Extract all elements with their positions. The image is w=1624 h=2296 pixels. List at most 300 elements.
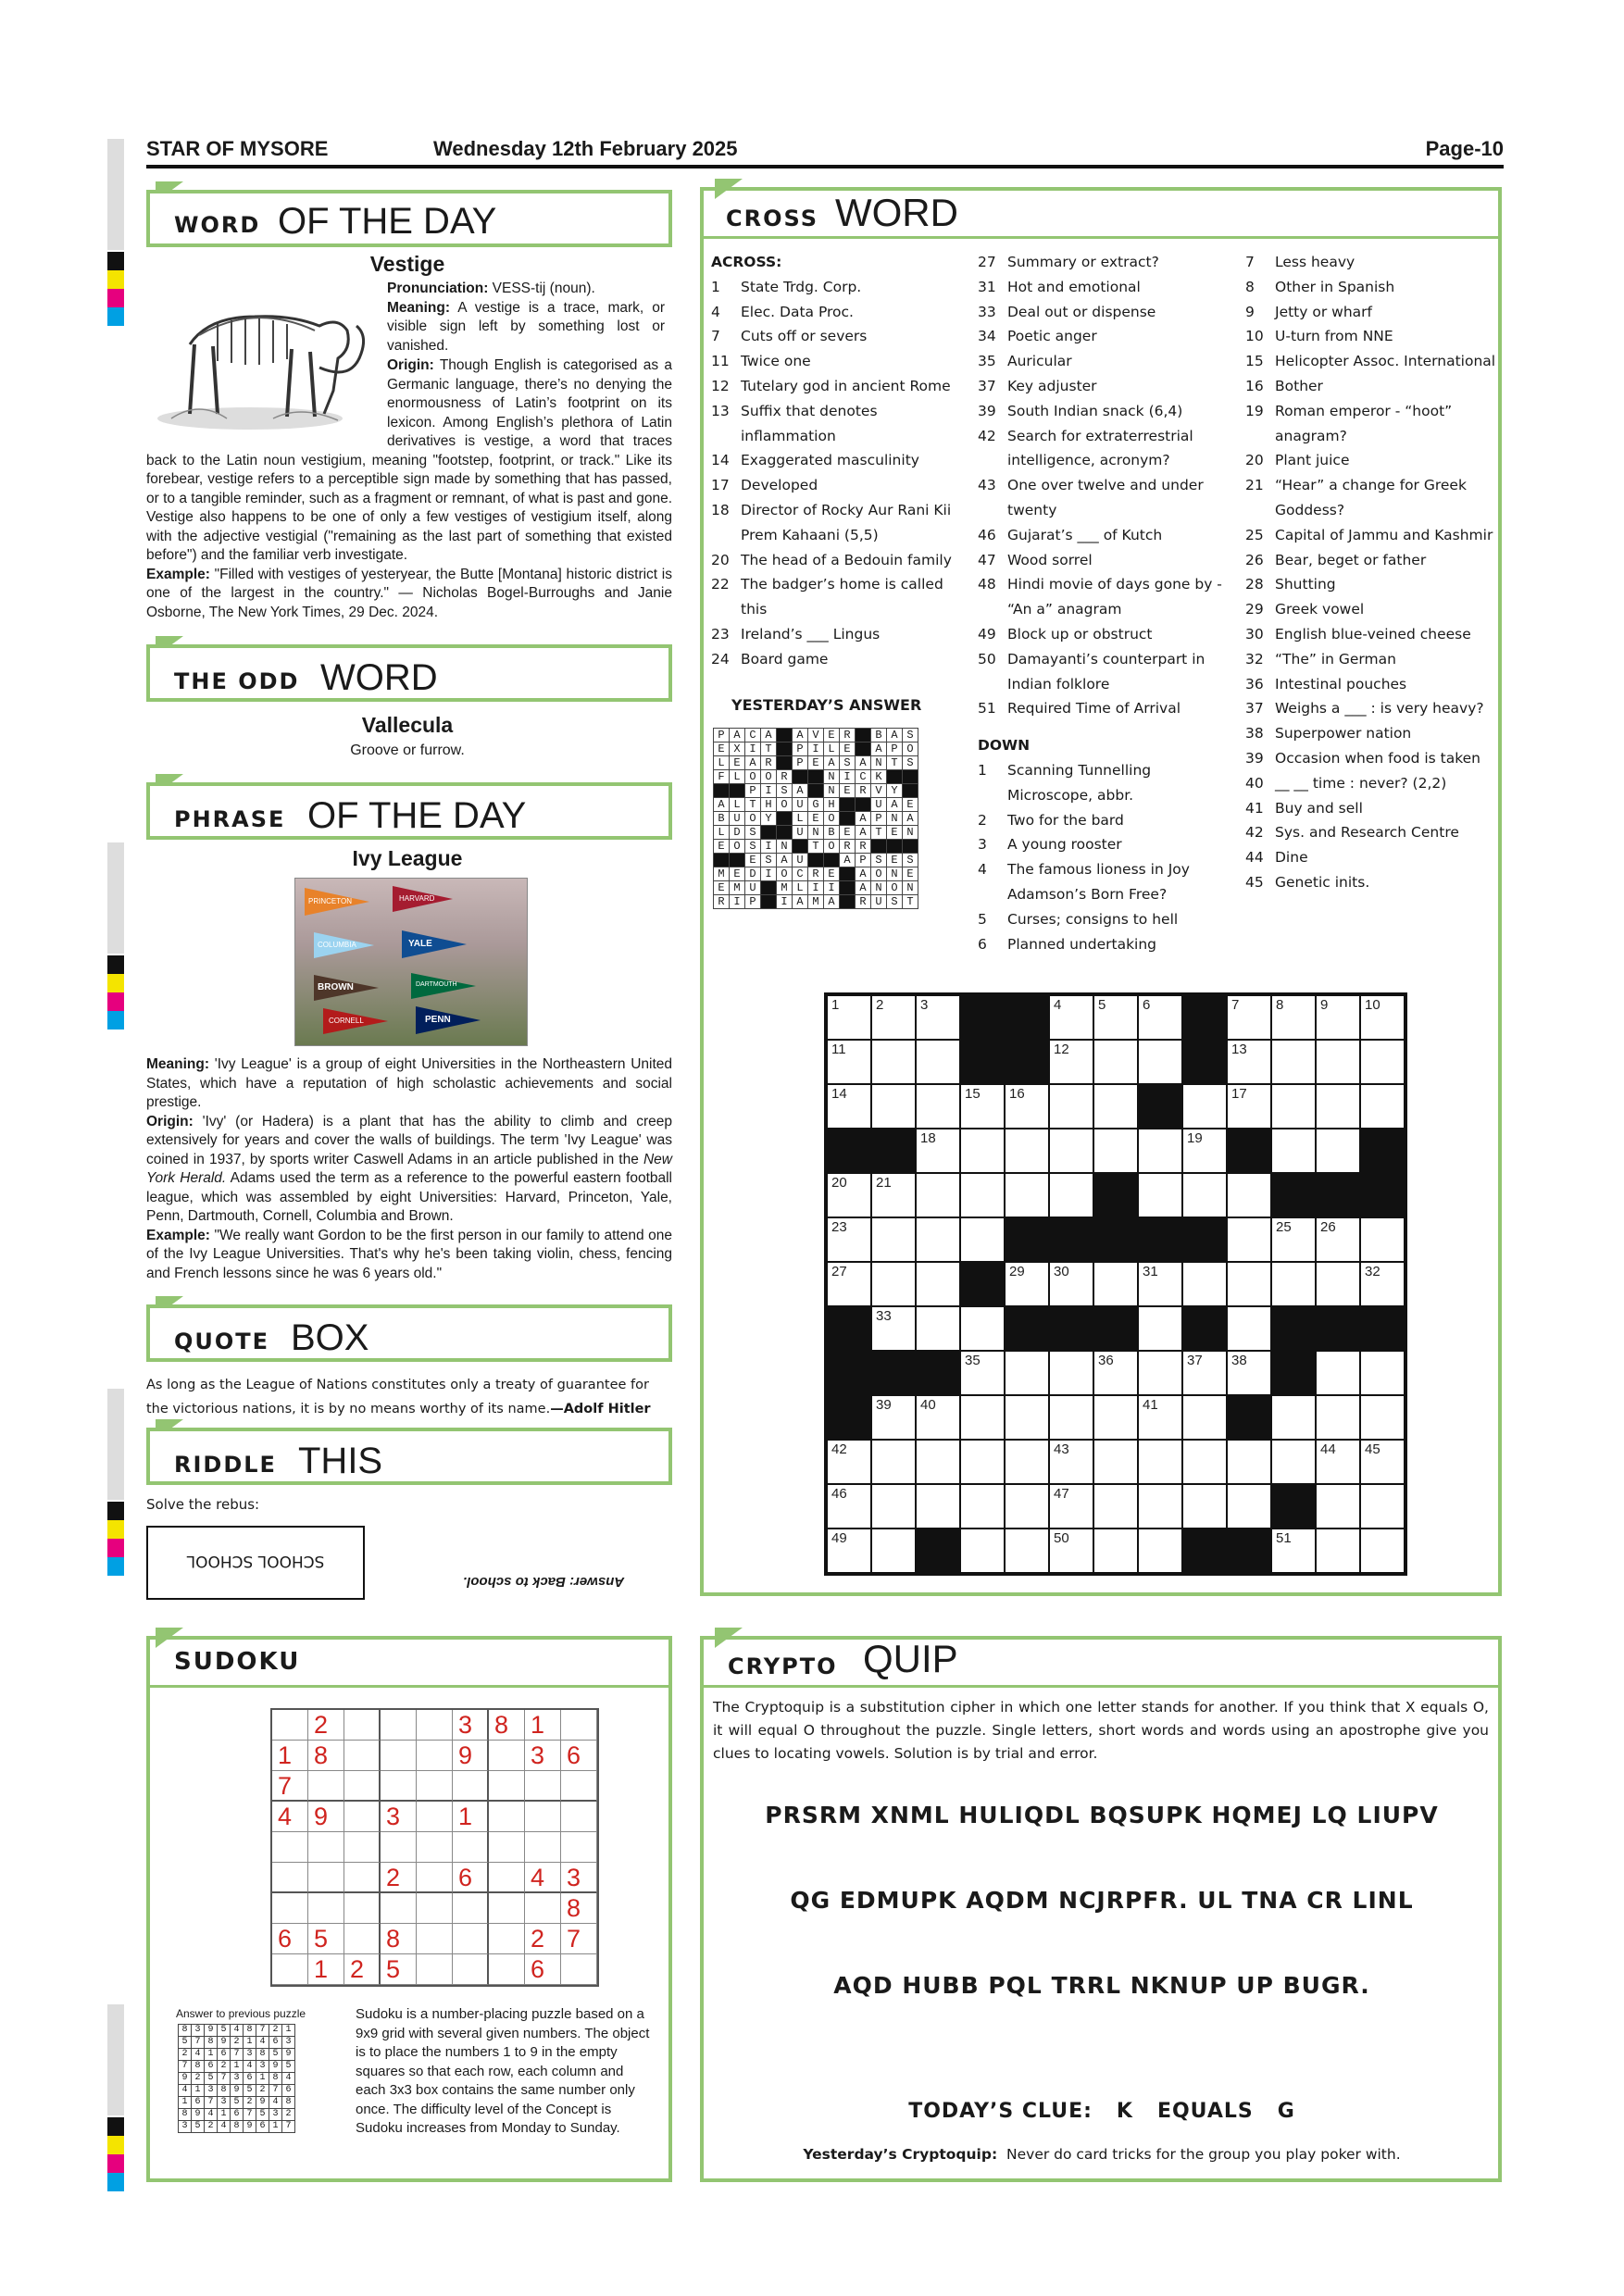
black-square <box>761 826 777 840</box>
sudoku-cell[interactable] <box>344 1863 381 1893</box>
crossword-cell[interactable] <box>1182 1484 1227 1529</box>
crossword-cell[interactable] <box>1049 1173 1093 1217</box>
sudoku-cell[interactable] <box>417 1863 453 1893</box>
sudoku-cell[interactable] <box>453 1832 489 1863</box>
crossword-cell[interactable] <box>1182 1084 1227 1129</box>
crossword-cell[interactable] <box>1138 1484 1182 1529</box>
crossword-cell[interactable] <box>916 1440 960 1484</box>
answer-cell: 5 <box>231 2097 244 2109</box>
cross-head-small: CROSS <box>726 206 818 231</box>
crossword-cell[interactable] <box>960 1440 1005 1484</box>
crossword-cell[interactable] <box>871 1262 916 1306</box>
crossword-cell[interactable] <box>1316 1351 1360 1395</box>
sudoku-cell[interactable] <box>525 1832 561 1863</box>
answer-cell: N <box>824 784 840 798</box>
cell-number: 6 <box>1143 997 1151 1013</box>
crossword-cell[interactable] <box>827 1484 871 1529</box>
crossword-cell[interactable] <box>1005 1084 1049 1129</box>
answer-cell: 4 <box>244 2061 256 2073</box>
crossword-cell[interactable] <box>1138 1262 1182 1306</box>
sudoku-cell[interactable] <box>381 1710 417 1741</box>
sudoku-cell[interactable] <box>308 1893 344 1924</box>
sudoku-cell[interactable] <box>561 1954 597 1985</box>
answer-cell: S <box>745 840 761 854</box>
crossword-cell[interactable] <box>960 1217 1005 1262</box>
answer-cell: F <box>714 770 730 784</box>
crossword-cell[interactable] <box>1093 1440 1138 1484</box>
clue-item <box>711 399 961 449</box>
clue-text: Capital of Jammu and Kashmir <box>1275 526 1493 543</box>
crossword-cell[interactable] <box>1093 1040 1138 1084</box>
cell-number: 29 <box>1009 1264 1025 1279</box>
crossword-cell[interactable] <box>1316 1084 1360 1129</box>
clue-item <box>711 622 961 647</box>
answer-cell: 4 <box>256 2037 269 2049</box>
crossword-cell[interactable] <box>1093 995 1138 1040</box>
crossword-cell[interactable] <box>1227 1040 1271 1084</box>
crossword-cell[interactable] <box>1316 1217 1360 1262</box>
crossword-cell[interactable] <box>1271 995 1316 1040</box>
crossword-cell[interactable] <box>1138 1040 1182 1084</box>
crossword-cell[interactable] <box>1093 1129 1138 1173</box>
clue-number: 15 <box>1245 353 1264 370</box>
clue-item <box>978 932 1228 957</box>
crossword-cell[interactable] <box>960 1129 1005 1173</box>
answer-cell: P <box>793 742 808 756</box>
cell-number: 41 <box>1143 1397 1158 1413</box>
crossword-cell[interactable] <box>1049 1395 1093 1440</box>
crossword-cell[interactable] <box>827 1440 871 1484</box>
clue-text: One over twelve and under twenty <box>1007 477 1204 518</box>
crossword-cell[interactable] <box>1360 1395 1405 1440</box>
black-square <box>1093 1173 1138 1217</box>
across-col-1 <box>711 250 961 672</box>
wotd-header <box>146 190 672 247</box>
crossword-cell[interactable] <box>871 995 916 1040</box>
crossword-cell[interactable] <box>1093 1484 1138 1529</box>
crossword-cell[interactable] <box>916 1306 960 1351</box>
crossword-cell[interactable] <box>1227 1484 1271 1529</box>
crossword-cell[interactable] <box>1360 995 1405 1040</box>
sudoku-cell[interactable] <box>489 1893 525 1924</box>
clue-number: 1 <box>978 761 987 779</box>
answer-cell: B <box>824 826 840 840</box>
riddle-head-large: THIS <box>298 1441 383 1481</box>
clue-text: Roman emperor - “hoot” anagram? <box>1275 402 1453 444</box>
answer-cell: R <box>856 840 871 854</box>
answer-cell: I <box>808 742 824 756</box>
crossword-cell[interactable] <box>1271 1440 1316 1484</box>
clue-number: 13 <box>711 402 730 419</box>
sudoku-cell[interactable] <box>489 1741 525 1771</box>
crossword-cell[interactable] <box>1049 1484 1093 1529</box>
crossword-cell[interactable] <box>1316 1129 1360 1173</box>
sudoku-cell[interactable] <box>344 1741 381 1771</box>
clue-text: Cuts off or severs <box>741 328 868 345</box>
sudoku-cell[interactable] <box>344 1832 381 1863</box>
crossword-cell[interactable] <box>871 1395 916 1440</box>
crossword-cell[interactable] <box>916 1484 960 1529</box>
sudoku-cell[interactable] <box>489 1924 525 1954</box>
black-square <box>856 742 871 756</box>
crossword-cell[interactable] <box>871 1040 916 1084</box>
crossword-cell[interactable] <box>1093 1262 1138 1306</box>
answer-cell: 8 <box>282 2097 295 2109</box>
clue-item <box>711 324 961 349</box>
sudoku-cell[interactable] <box>308 1832 344 1863</box>
crossword-cell[interactable] <box>1049 1529 1093 1573</box>
answer-cell: I <box>777 895 793 909</box>
crossword-cell[interactable] <box>1182 1395 1227 1440</box>
sudoku-cell[interactable] <box>489 1771 525 1802</box>
clue-number: 18 <box>711 501 730 518</box>
crossword-cell[interactable] <box>1227 1262 1271 1306</box>
black-square <box>1093 1306 1138 1351</box>
clue-text: U-turn from NNE <box>1275 328 1393 345</box>
crossword-cell[interactable] <box>1316 1529 1360 1573</box>
crossword-cell[interactable] <box>827 1262 871 1306</box>
registration-strip <box>107 842 124 954</box>
answer-cell: E <box>730 756 745 770</box>
answer-cell: A <box>761 729 777 742</box>
crossword-cell[interactable] <box>1271 1262 1316 1306</box>
sudoku-cell[interactable] <box>344 1893 381 1924</box>
sudoku-cell[interactable] <box>272 1893 308 1924</box>
sudoku-cell[interactable] <box>453 1924 489 1954</box>
crypto-intro: The Cryptoquip is a substitution cipher in which one letter stands for another. If you think that X equals O, it will equal O throughout the puzzle. Single letters, short words and words using an apostrophe give you clues to locating vowels. Solution is by trial and error. <box>713 1699 1489 1762</box>
sudoku-cell: 3 <box>561 1863 597 1893</box>
crossword-cell[interactable] <box>1005 1440 1049 1484</box>
sudoku-cell[interactable] <box>561 1802 597 1832</box>
cell-number: 13 <box>1231 1042 1247 1057</box>
crossword-cell[interactable] <box>916 1129 960 1173</box>
answer-cell: 8 <box>192 2061 205 2073</box>
crossword-cell[interactable] <box>1138 1351 1182 1395</box>
crossword-cell[interactable] <box>827 1040 871 1084</box>
crossword-cell[interactable] <box>827 995 871 1040</box>
clue-number: 24 <box>711 650 730 668</box>
crossword-cell[interactable] <box>1138 1306 1182 1351</box>
answer-cell: 7 <box>269 2085 282 2097</box>
crossword-cell[interactable] <box>1138 1529 1182 1573</box>
crossword-cell[interactable] <box>1138 1129 1182 1173</box>
crossword-cell[interactable] <box>1049 1129 1093 1173</box>
black-square <box>1271 1484 1316 1529</box>
answer-cell: P <box>745 784 761 798</box>
registration-swatch <box>107 2136 124 2154</box>
sudoku-cell[interactable] <box>381 1893 417 1924</box>
clue-text: Sys. and Research Centre <box>1275 824 1459 842</box>
crossword-cell[interactable] <box>1005 1529 1049 1573</box>
answer-cell: P <box>745 895 761 909</box>
clue-number: 44 <box>1245 849 1264 867</box>
sudoku-cell[interactable] <box>417 1954 453 1985</box>
answer-cell: S <box>745 826 761 840</box>
sudoku-cell[interactable] <box>489 1954 525 1985</box>
crossword-cell[interactable] <box>1005 1351 1049 1395</box>
crossword-cell[interactable] <box>1049 1040 1093 1084</box>
crossword-cell[interactable] <box>1049 1351 1093 1395</box>
answer-cell: L <box>714 826 730 840</box>
crossword-cell[interactable] <box>960 1173 1005 1217</box>
clue-text: Exaggerated masculinity <box>741 452 919 469</box>
clue-item <box>711 374 961 399</box>
answer-cell: 3 <box>218 2097 231 2109</box>
crossword-cell[interactable] <box>1049 995 1093 1040</box>
crossword-cell[interactable] <box>960 1084 1005 1129</box>
sudoku-cell[interactable] <box>272 1710 308 1741</box>
cell-number: 21 <box>876 1175 892 1191</box>
clue-number: 28 <box>1245 576 1264 593</box>
crossword-cell[interactable] <box>1182 1440 1227 1484</box>
answer-cell: S <box>871 854 887 867</box>
clue-item <box>978 349 1228 374</box>
crossword-cell[interactable] <box>1316 1040 1360 1084</box>
crossword-cell[interactable] <box>871 1484 916 1529</box>
crossword-cell[interactable] <box>1360 1040 1405 1084</box>
answer-cell: E <box>808 756 824 770</box>
clue-item <box>1245 324 1500 349</box>
crossword-cell[interactable] <box>871 1217 916 1262</box>
sudoku-cell[interactable] <box>417 1832 453 1863</box>
sudoku-cell[interactable] <box>308 1863 344 1893</box>
crossword-cell[interactable] <box>871 1306 916 1351</box>
sudoku-cell[interactable] <box>344 1710 381 1741</box>
crossword-cell[interactable] <box>871 1173 916 1217</box>
answer-cell: A <box>856 881 871 895</box>
answer-cell: K <box>871 770 887 784</box>
cell-number: 37 <box>1187 1353 1203 1368</box>
example-text: "We really want Gordon to be the first person in our family to attend one of the Ivy League Universities. That's why he's been taking violin, chess, fencing and French lessons since he was 6 years old." <box>146 1227 672 1281</box>
cell-number: 12 <box>1054 1042 1069 1057</box>
crossword-cell[interactable] <box>1360 1084 1405 1129</box>
answer-cell: R <box>856 895 871 909</box>
crossword-cell[interactable] <box>1182 1262 1227 1306</box>
sudoku-cell[interactable] <box>525 1771 561 1802</box>
crossword-cell[interactable] <box>1316 1440 1360 1484</box>
crossword-cell[interactable] <box>871 1084 916 1129</box>
crossword-cell[interactable] <box>916 1262 960 1306</box>
crossword-cell[interactable] <box>1227 995 1271 1040</box>
sudoku-cell[interactable] <box>561 1710 597 1741</box>
clue-text: Ireland’s ___ Lingus <box>741 625 881 643</box>
registration-swatch <box>107 2154 124 2173</box>
sudoku-cell[interactable] <box>417 1924 453 1954</box>
crossword-cell[interactable] <box>916 1173 960 1217</box>
clue-text: Summary or extract? <box>1007 254 1159 270</box>
sudoku-cell[interactable] <box>489 1863 525 1893</box>
wotd-head-small: WORD <box>174 212 261 238</box>
black-square <box>1271 1306 1316 1351</box>
clue-text: A young rooster <box>1007 836 1122 854</box>
crossword-cell[interactable] <box>1360 1484 1405 1529</box>
crossword-cell[interactable] <box>960 1306 1005 1351</box>
sudoku-cell: 1 <box>308 1954 344 1985</box>
potd-phrase: Ivy League <box>352 846 463 870</box>
crossword-cell[interactable] <box>1271 1129 1316 1173</box>
answer-cell: A <box>793 895 808 909</box>
crossword-cell[interactable] <box>960 1484 1005 1529</box>
sudoku-cell[interactable] <box>272 1832 308 1863</box>
crossword-cell[interactable] <box>1227 1173 1271 1217</box>
sudoku-cell[interactable] <box>453 1954 489 1985</box>
crossword-cell[interactable] <box>1049 1262 1093 1306</box>
answer-cell: 1 <box>205 2049 218 2061</box>
sudoku-cell[interactable] <box>561 1832 597 1863</box>
sudoku-cell: 2 <box>381 1863 417 1893</box>
crossword-cell[interactable] <box>1271 1529 1316 1573</box>
sudoku-cell[interactable] <box>272 1863 308 1893</box>
yesterday-label: YESTERDAY’S ANSWER <box>731 696 922 714</box>
crossword-cell[interactable] <box>916 1084 960 1129</box>
crossword-cell[interactable] <box>1049 1440 1093 1484</box>
clue-number: 31 <box>978 278 996 295</box>
crossword-cell[interactable] <box>1005 1484 1049 1529</box>
crossword-cell[interactable] <box>827 1529 871 1573</box>
sudoku-cell[interactable] <box>344 1924 381 1954</box>
crossword-cell[interactable] <box>871 1440 916 1484</box>
crossword-cell[interactable] <box>1093 1351 1138 1395</box>
crossword-cell[interactable] <box>1005 1262 1049 1306</box>
clue-text: Gujarat’s ___ of Kutch <box>1007 526 1163 543</box>
sudoku-cell[interactable] <box>417 1893 453 1924</box>
sudoku-cell[interactable] <box>344 1771 381 1802</box>
crossword-cell[interactable] <box>1360 1440 1405 1484</box>
crossword-cell[interactable] <box>960 1351 1005 1395</box>
crossword-cell[interactable] <box>1227 1084 1271 1129</box>
ivy-league-pennants-image <box>294 878 528 1046</box>
answer-cell: 3 <box>269 2109 282 2121</box>
answer-cell: 2 <box>179 2049 192 2061</box>
crossword-cell[interactable] <box>1227 1217 1271 1262</box>
sudoku-cell[interactable] <box>381 1832 417 1863</box>
crossword-cell[interactable] <box>1138 1173 1182 1217</box>
crossword-cell[interactable] <box>1316 1395 1360 1440</box>
sudoku-cell[interactable] <box>489 1802 525 1832</box>
sudoku-cell[interactable] <box>417 1741 453 1771</box>
answer-cell: U <box>730 812 745 826</box>
crossword-cell[interactable] <box>827 1084 871 1129</box>
sudoku-cell[interactable] <box>453 1893 489 1924</box>
registration-swatch <box>107 955 124 974</box>
crossword-cell[interactable] <box>916 995 960 1040</box>
crossword-cell[interactable] <box>916 1217 960 1262</box>
crossword-cell[interactable] <box>1093 1084 1138 1129</box>
clue-item <box>1245 622 1500 647</box>
answer-cell: O <box>871 867 887 881</box>
answer-cell: E <box>730 867 745 881</box>
sudoku-cell[interactable] <box>561 1771 597 1802</box>
clue-item <box>1245 374 1500 399</box>
answer-cell: 2 <box>205 2121 218 2133</box>
crossword-cell[interactable] <box>1316 1262 1360 1306</box>
black-square <box>1227 1395 1271 1440</box>
crossword-cell[interactable] <box>1271 1040 1316 1084</box>
black-square <box>777 756 793 770</box>
crossword-cell[interactable] <box>1360 1351 1405 1395</box>
crossword-cell[interactable] <box>1271 1084 1316 1129</box>
sudoku-cell[interactable] <box>381 1741 417 1771</box>
sudoku-cell[interactable] <box>272 1954 308 1985</box>
crossword-cell[interactable] <box>1138 1440 1182 1484</box>
sudoku-cell[interactable] <box>417 1802 453 1832</box>
answer-cell: 8 <box>179 2109 192 2121</box>
clue-item <box>978 250 1228 275</box>
crossword-cell[interactable] <box>1005 1173 1049 1217</box>
crossword-cell[interactable] <box>827 1173 871 1217</box>
clue-text: State Trdg. Corp. <box>741 278 862 295</box>
odd-header <box>146 644 672 702</box>
crossword-cell[interactable] <box>960 1395 1005 1440</box>
crossword-cell[interactable] <box>1271 1395 1316 1440</box>
crossword-cell[interactable] <box>1138 1395 1182 1440</box>
crossword-cell[interactable] <box>1316 995 1360 1040</box>
clue-text: Twice one <box>741 353 811 370</box>
sudoku-cell: 8 <box>381 1924 417 1954</box>
sudoku-cell[interactable] <box>344 1802 381 1832</box>
crossword-cell[interactable] <box>1049 1084 1093 1129</box>
quote-head-large: BOX <box>291 1317 369 1358</box>
sudoku-cell[interactable] <box>417 1710 453 1741</box>
sudoku-cell[interactable] <box>525 1802 561 1832</box>
crossword-cell[interactable] <box>1005 1129 1049 1173</box>
origin-text: Adams used the term as a reference to the powerful eastern football league, which was assembled by eight Universities: Harvard, Princeton, Yale, Penn, Dartmouth, Cornell, Columbia and Brown. <box>146 1170 673 1224</box>
clue-number: 39 <box>1245 749 1264 767</box>
crossword-cell[interactable] <box>1093 1529 1138 1573</box>
wotd-word: Vestige <box>369 252 445 276</box>
crossword-cell[interactable] <box>960 1529 1005 1573</box>
crossword-cell[interactable] <box>1227 1440 1271 1484</box>
sudoku-cell: 2 <box>344 1954 381 1985</box>
odd-word: Vallecula <box>361 713 454 737</box>
clue-item <box>978 548 1228 573</box>
crossword-cell[interactable] <box>1227 1351 1271 1395</box>
crossword-cell[interactable] <box>1360 1529 1405 1573</box>
crossword-cell[interactable] <box>1360 1262 1405 1306</box>
crossword-cell[interactable] <box>1182 1351 1227 1395</box>
clue-item <box>1245 275 1500 300</box>
crossword-cell[interactable] <box>827 1217 871 1262</box>
clue-text: Block up or obstruct <box>1007 625 1153 643</box>
cell-number: 42 <box>831 1441 847 1457</box>
cell-number: 25 <box>1276 1219 1292 1235</box>
crossword-cell[interactable] <box>1182 1129 1227 1173</box>
sudoku-cell[interactable] <box>381 1771 417 1802</box>
sudoku-cell[interactable] <box>489 1832 525 1863</box>
clue-text: __ __ time : never? (2,2) <box>1275 774 1447 792</box>
cell-number: 33 <box>876 1308 892 1324</box>
answer-cell: 2 <box>269 2025 282 2037</box>
sudoku-cell[interactable] <box>308 1771 344 1802</box>
clue-number: 7 <box>711 328 720 345</box>
sudoku-cell[interactable] <box>453 1771 489 1802</box>
crossword-cell[interactable] <box>916 1395 960 1440</box>
crossword-cell[interactable] <box>871 1529 916 1573</box>
sudoku-cell[interactable] <box>417 1771 453 1802</box>
crossword-cell[interactable] <box>1005 1395 1049 1440</box>
answer-cell: A <box>824 895 840 909</box>
crossword-cell[interactable] <box>1182 1173 1227 1217</box>
crossword-cell[interactable] <box>1316 1484 1360 1529</box>
crossword-cell[interactable] <box>1093 1395 1138 1440</box>
crossword-cell[interactable] <box>1271 1217 1316 1262</box>
answer-cell: A <box>824 756 840 770</box>
crossword-cell[interactable] <box>1227 1306 1271 1351</box>
crossword-cell[interactable] <box>1360 1217 1405 1262</box>
crossword-cell[interactable] <box>1138 995 1182 1040</box>
sudoku-cell[interactable] <box>525 1893 561 1924</box>
crossword-cell[interactable] <box>916 1040 960 1084</box>
